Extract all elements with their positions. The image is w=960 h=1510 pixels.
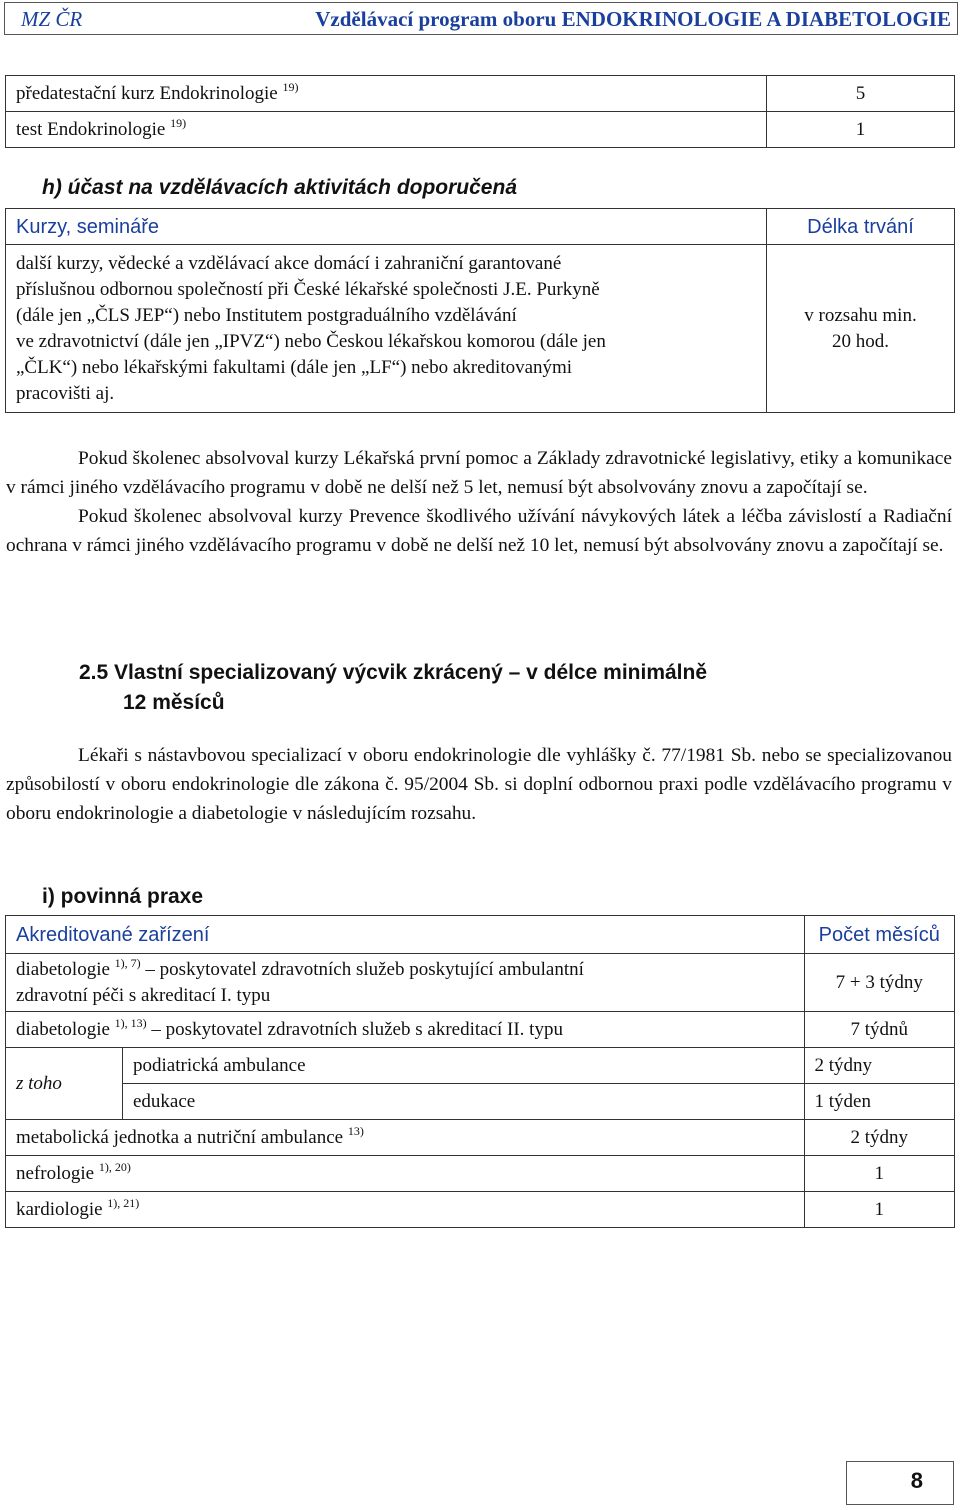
section-25-paragraph: Lékaři s nástavbovou specializací v oboru endokrinologie dle vyhlášky č. 77/1981 Sb. nebo se specializovanou způsobilostí v oboru endokrinologie dle zákona č. 95/2004 Sb. si doplní odbornou praxi podle vzdělávacího programu v oboru endokrinologie a diabetologie v následujícím rozsahu.	[6, 745, 952, 824]
section-h-title: h) účast na vzdělávacích aktivitách doporučená	[42, 176, 517, 199]
row-label: test Endokrinologie	[16, 118, 166, 140]
section-25-title: 2.5 Vlastní specializovaný výcvik zkrácený – v délce minimálně 12 měsíců	[79, 661, 708, 714]
table-row: z toho podiatrická ambulance 2 týdny	[6, 1048, 955, 1084]
z-toho-label: z toho	[16, 1072, 62, 1094]
col-header-courses: Kurzy, semináře	[16, 215, 160, 238]
course-line: pracovišti aj.	[16, 382, 115, 404]
exam-table	[5, 75, 955, 148]
paragraph: Pokud školenec absolvoval kurzy Lékařská první pomoc a Základy zdravotnické legislativy, etiky a komunikace v rámci jiného vzdělávacího programu v době ne delší než 5 let, nemusí být absolvovány znovu a započítají se.	[6, 448, 952, 498]
row-value: 7 týdnů	[850, 1018, 909, 1040]
section-i-title: i) povinná praxe	[42, 885, 204, 908]
row-value: 1	[874, 1198, 885, 1220]
table-header-row	[6, 209, 955, 245]
header-title: Vzdělávací program oboru ENDOKRINOLOGIE A DIABETOLOGIE	[315, 7, 951, 31]
row-value: 1	[855, 118, 866, 140]
header-left: MZ ČR	[21, 7, 83, 31]
row-value: 1 týden	[814, 1090, 871, 1112]
row-value: 5	[855, 82, 866, 104]
page-number: 8	[910, 1468, 923, 1493]
course-line: (dále jen „ČLS JEP“) nebo Institutem postgraduálního vzdělávání	[16, 304, 517, 326]
duration-line1: v rozsahu min.	[804, 304, 917, 326]
row-label: předatestační kurz Endokrinologie	[16, 82, 278, 104]
table-row: edukace 1 týden	[6, 1084, 955, 1120]
col-header-facility: Akreditované zařízení	[16, 923, 210, 946]
table-header-row	[6, 916, 955, 954]
courses-table	[5, 208, 955, 413]
table-row: diabetologie $^{1), 13)}$ – poskytovatel zdravotních služeb s akreditací II. typu 7 týdnů	[6, 1012, 955, 1048]
page-header	[4, 2, 958, 35]
notes-block	[6, 444, 952, 560]
duration-line2: 20 hod.	[832, 330, 889, 352]
col-header-duration: Délka trvání	[807, 215, 914, 238]
table-row: diabetologie $^{1), 7)}$ – poskytovatel zdravotních služeb poskytující ambulantní zdravotní péči s akreditací I. typu 7 + 3 týdny	[6, 954, 955, 1012]
course-line: příslušnou odbornou společností při České lékařské společnosti J.E. Purkyně	[16, 278, 600, 300]
course-line: ve zdravotnictví (dále jen „IPVZ“) nebo Českou lékařskou komorou (dále jen	[16, 330, 606, 352]
row-value: 2 týdny	[850, 1126, 909, 1148]
col-header-months: Počet měsíců	[818, 923, 940, 946]
table-row: kardiologie $^{1), 21)}$ 1	[6, 1192, 955, 1228]
table-row	[6, 245, 955, 413]
row-value: 1	[874, 1162, 885, 1184]
course-line: další kurzy, vědecké a vzdělávací akce domácí i zahraniční garantované	[16, 252, 562, 274]
table-row: metabolická jednotka a nutriční ambulance $^{13)}$ 2 týdny	[6, 1120, 955, 1156]
table-row: předatestační kurz Endokrinologie $^{19)}$ 5	[6, 76, 955, 112]
table-row: test Endokrinologie $^{19)}$ 1	[6, 112, 955, 148]
paragraph: Pokud školenec absolvoval kurzy Prevence škodlivého užívání návykových látek a léčba závislostí a Radiační ochrana v rámci jiného vzdělávacího programu v době ne delší než 10 let, nemusí být absolvovány znovu a započítají se.	[6, 506, 952, 556]
row-value: 2 týdny	[814, 1054, 873, 1076]
practice-table	[5, 915, 955, 1228]
course-line: „ČLK“) nebo lékařskými fakultami (dále jen „LF“) nebo akreditovanými	[16, 356, 573, 378]
page-number-box	[846, 1461, 954, 1505]
table-row: nefrologie $^{1), 20)}$ 1	[6, 1156, 955, 1192]
row-value: 7 + 3 týdny	[835, 971, 923, 993]
